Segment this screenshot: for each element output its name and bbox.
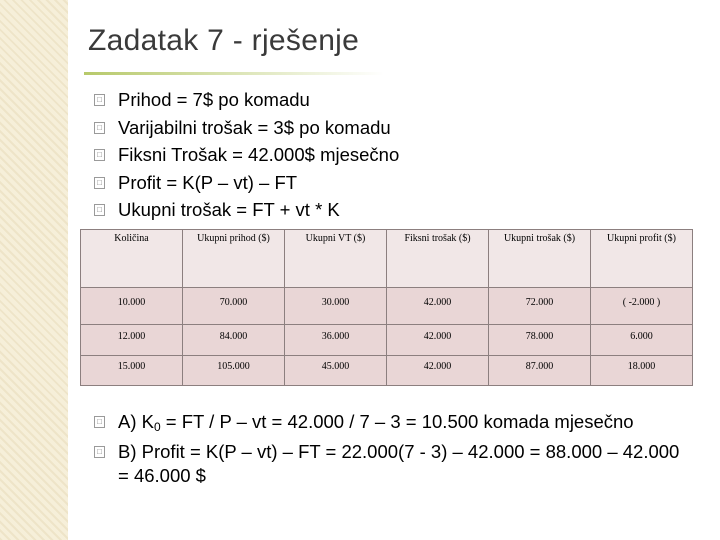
answer-a-text: = FT / P – vt = 42.000 / 7 – 3 = 10.500 komada mjesečno <box>160 411 634 432</box>
decorative-side-strip <box>0 0 68 540</box>
column-header: Ukupni VT ($) <box>285 230 387 288</box>
answer-a <box>94 410 694 440</box>
bullet-text: Fiksni Trošak = 42.000$ mjesečno <box>118 144 400 165</box>
table-cell: 42.000 <box>387 356 489 386</box>
column-header: Ukupni trošak ($) <box>489 230 591 288</box>
column-header: Ukupni prihod ($) <box>183 230 285 288</box>
column-header: Fiksni trošak ($) <box>387 230 489 288</box>
bullet-text: Varijabilni trošak = 3$ po komadu <box>118 116 391 138</box>
answer-a-prefix: A) K <box>118 411 154 432</box>
answer-b <box>94 440 694 489</box>
answer-a-subscript: 0 <box>153 420 161 434</box>
answers-list <box>94 410 694 489</box>
table-row <box>81 288 693 325</box>
bullet-box-icon: □ <box>94 446 105 458</box>
bullet-text: Prihod = 7$ po komadu <box>118 89 310 110</box>
bullet-item <box>94 86 694 114</box>
table-cell: 70.000 <box>183 288 285 325</box>
table-cell: 18.000 <box>591 356 693 386</box>
table-cell: 42.000 <box>387 325 489 356</box>
bullet-box-icon: □ <box>94 204 105 216</box>
answer-b-text: B) Profit = K(P – vt) – FT = 22.000(7 - 3) – 42.000 = 88.000 – 42.000 = 46.000 $ <box>118 440 680 486</box>
table-cell: 72.000 <box>489 288 591 325</box>
table-cell: ( -2.000 ) <box>591 288 693 325</box>
table-cell: 6.000 <box>591 325 693 356</box>
title-underline <box>84 72 384 75</box>
table-cell: 84.000 <box>183 325 285 356</box>
bullet-box-icon: □ <box>94 94 105 106</box>
column-header: Ukupni profit ($) <box>591 230 693 288</box>
bullet-box-icon: □ <box>94 416 105 428</box>
table-row <box>81 356 693 386</box>
table-header-row <box>81 230 693 288</box>
bullet-text: Profit = K(P – vt) – FT <box>118 171 298 193</box>
table-cell: 42.000 <box>387 288 489 325</box>
table-cell: 12.000 <box>81 325 183 356</box>
table-cell: 30.000 <box>285 288 387 325</box>
column-header: Količina <box>81 230 183 288</box>
table-cell: 78.000 <box>489 325 591 356</box>
bullet-item <box>94 169 694 197</box>
table-cell: 36.000 <box>285 325 387 356</box>
table-cell: 45.000 <box>285 356 387 386</box>
table-cell: 105.000 <box>183 356 285 386</box>
bullet-item <box>94 196 694 224</box>
table-row <box>81 325 693 356</box>
bullet-box-icon: □ <box>94 122 105 134</box>
bullet-list <box>94 86 694 224</box>
bullet-item <box>94 141 694 169</box>
bullet-text: Ukupni trošak = FT + vt * K <box>118 199 340 220</box>
bullet-box-icon: □ <box>94 177 105 189</box>
bullet-item <box>94 114 694 142</box>
bullet-box-icon: □ <box>94 149 105 161</box>
table-cell: 10.000 <box>81 288 183 325</box>
cost-profit-table <box>80 229 693 386</box>
table-cell: 87.000 <box>489 356 591 386</box>
slide-title: Zadatak 7 - rješenje <box>88 24 360 57</box>
table-cell: 15.000 <box>81 356 183 386</box>
